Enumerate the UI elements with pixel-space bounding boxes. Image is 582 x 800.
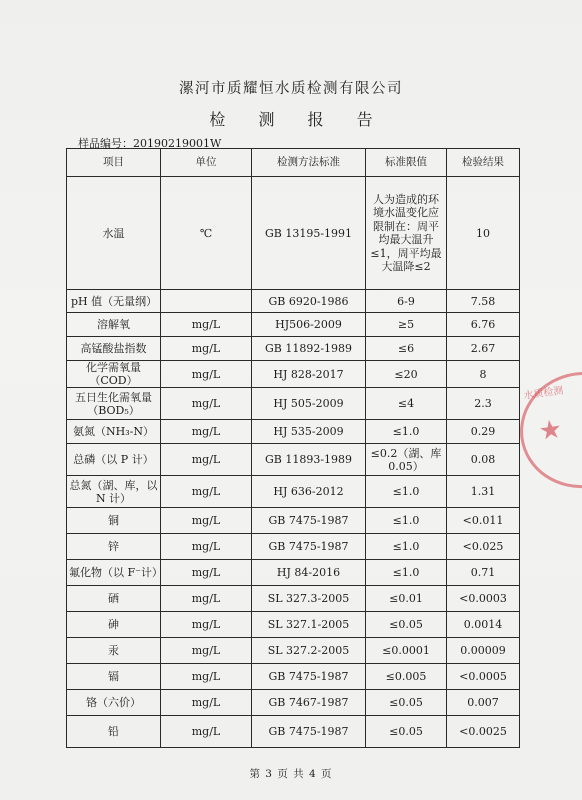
cell-limit: ≤0.005 bbox=[366, 664, 447, 690]
cell-unit: mg/L bbox=[161, 690, 252, 716]
cell-unit: mg/L bbox=[161, 586, 252, 612]
header-item: 项目 bbox=[67, 149, 161, 177]
table-row bbox=[67, 612, 520, 638]
header-unit: 单位 bbox=[161, 149, 252, 177]
table-row bbox=[67, 420, 520, 444]
cell-limit: ≤4 bbox=[366, 388, 447, 420]
cell-method: GB 7475-1987 bbox=[252, 534, 366, 560]
cell-result: 6.76 bbox=[447, 313, 520, 337]
cell-unit: mg/L bbox=[161, 716, 252, 748]
cell-limit: ≤0.05 bbox=[366, 716, 447, 748]
cell-method: GB 6920-1986 bbox=[252, 290, 366, 313]
cell-method: GB 7475-1987 bbox=[252, 664, 366, 690]
table-row bbox=[67, 560, 520, 586]
cell-limit: 6-9 bbox=[366, 290, 447, 313]
cell-result: <0.011 bbox=[447, 508, 520, 534]
cell-method: GB 7475-1987 bbox=[252, 716, 366, 748]
cell-unit: mg/L bbox=[161, 420, 252, 444]
table-row bbox=[67, 638, 520, 664]
table-row bbox=[67, 508, 520, 534]
cell-unit: mg/L bbox=[161, 388, 252, 420]
cell-result: <0.025 bbox=[447, 534, 520, 560]
cell-method: SL 327.1-2005 bbox=[252, 612, 366, 638]
cell-result: 2.67 bbox=[447, 337, 520, 361]
cell-result: 0.08 bbox=[447, 444, 520, 476]
cell-item: 化学需氧量（COD） bbox=[67, 361, 161, 388]
cell-result: <0.0005 bbox=[447, 664, 520, 690]
seal-stamp bbox=[513, 364, 582, 496]
cell-limit: ≤1.0 bbox=[366, 560, 447, 586]
cell-limit: ≤1.0 bbox=[366, 476, 447, 508]
cell-limit: ≤1.0 bbox=[366, 534, 447, 560]
sample-id: 样品编号：20190219001W bbox=[78, 137, 222, 150]
cell-method: GB 11892-1989 bbox=[252, 337, 366, 361]
table-row bbox=[67, 444, 520, 476]
cell-unit: mg/L bbox=[161, 313, 252, 337]
cell-method: HJ506-2009 bbox=[252, 313, 366, 337]
table-row bbox=[67, 313, 520, 337]
cell-limit: ≤0.01 bbox=[366, 586, 447, 612]
cell-method: GB 7475-1987 bbox=[252, 508, 366, 534]
cell-limit: ≤1.0 bbox=[366, 508, 447, 534]
cell-result: 0.29 bbox=[447, 420, 520, 444]
cell-item: 锌 bbox=[67, 534, 161, 560]
header-limit: 标准限值 bbox=[366, 149, 447, 177]
cell-item: 镉 bbox=[67, 664, 161, 690]
cell-item: 砷 bbox=[67, 612, 161, 638]
cell-result: 7.58 bbox=[447, 290, 520, 313]
cell-limit: ≤0.05 bbox=[366, 612, 447, 638]
cell-item: 铜 bbox=[67, 508, 161, 534]
cell-unit: ℃ bbox=[161, 177, 252, 290]
report-title: 检 测 报 告 bbox=[209, 110, 387, 129]
cell-method: HJ 505-2009 bbox=[252, 388, 366, 420]
cell-unit: mg/L bbox=[161, 612, 252, 638]
cell-result: <0.0025 bbox=[447, 716, 520, 748]
cell-item: 铅 bbox=[67, 716, 161, 748]
page-footer: 第 3 页 共 4 页 bbox=[249, 768, 333, 780]
results-table bbox=[66, 148, 520, 748]
cell-result: 1.31 bbox=[447, 476, 520, 508]
cell-limit: ≤1.0 bbox=[366, 420, 447, 444]
cell-unit: mg/L bbox=[161, 534, 252, 560]
table-row bbox=[67, 716, 520, 748]
cell-unit bbox=[161, 290, 252, 313]
table-row bbox=[67, 534, 520, 560]
cell-method: HJ 84-2016 bbox=[252, 560, 366, 586]
cell-unit: mg/L bbox=[161, 664, 252, 690]
table-row bbox=[67, 290, 520, 313]
cell-limit: ≤20 bbox=[366, 361, 447, 388]
cell-result: 8 bbox=[447, 361, 520, 388]
table-row bbox=[67, 586, 520, 612]
cell-limit: ≥5 bbox=[366, 313, 447, 337]
cell-item: pH 值（无量纲） bbox=[67, 290, 161, 313]
table-header-row bbox=[67, 149, 520, 177]
cell-method: GB 13195-1991 bbox=[252, 177, 366, 290]
cell-limit: ≤0.2（湖、库 0.05） bbox=[366, 444, 447, 476]
cell-limit: ≤0.0001 bbox=[366, 638, 447, 664]
cell-method: HJ 828-2017 bbox=[252, 361, 366, 388]
table-row bbox=[67, 476, 520, 508]
cell-method: HJ 535-2009 bbox=[252, 420, 366, 444]
cell-item: 氟化物（以 F⁻计） bbox=[67, 560, 161, 586]
cell-unit: mg/L bbox=[161, 337, 252, 361]
cell-limit: ≤0.05 bbox=[366, 690, 447, 716]
table-row bbox=[67, 664, 520, 690]
cell-item: 总磷（以 P 计） bbox=[67, 444, 161, 476]
company-name: 漯河市质耀恒水质检测有限公司 bbox=[179, 81, 403, 97]
cell-result: 0.00009 bbox=[447, 638, 520, 664]
cell-item: 水温 bbox=[67, 177, 161, 290]
cell-method: SL 327.2-2005 bbox=[252, 638, 366, 664]
table-row bbox=[67, 388, 520, 420]
cell-result: <0.0003 bbox=[447, 586, 520, 612]
cell-method: GB 7467-1987 bbox=[252, 690, 366, 716]
cell-item: 硒 bbox=[67, 586, 161, 612]
cell-item: 汞 bbox=[67, 638, 161, 664]
table-row bbox=[67, 177, 520, 290]
cell-result: 0.0014 bbox=[447, 612, 520, 638]
cell-item: 高锰酸盐指数 bbox=[67, 337, 161, 361]
header-method: 检测方法标准 bbox=[252, 149, 366, 177]
seal-arc-text: 水质检测 bbox=[522, 385, 565, 402]
cell-unit: mg/L bbox=[161, 361, 252, 388]
table-row bbox=[67, 337, 520, 361]
table-row bbox=[67, 690, 520, 716]
cell-unit: mg/L bbox=[161, 638, 252, 664]
table-row bbox=[67, 361, 520, 388]
cell-result: 2.3 bbox=[447, 388, 520, 420]
cell-item: 溶解氧 bbox=[67, 313, 161, 337]
cell-unit: mg/L bbox=[161, 476, 252, 508]
cell-result: 0.007 bbox=[447, 690, 520, 716]
cell-unit: mg/L bbox=[161, 444, 252, 476]
cell-item: 氨氮（NH₃-N） bbox=[67, 420, 161, 444]
cell-method: HJ 636-2012 bbox=[252, 476, 366, 508]
cell-method: SL 327.3-2005 bbox=[252, 586, 366, 612]
cell-item: 铬（六价） bbox=[67, 690, 161, 716]
cell-limit: ≤6 bbox=[366, 337, 447, 361]
cell-result: 0.71 bbox=[447, 560, 520, 586]
cell-unit: mg/L bbox=[161, 508, 252, 534]
cell-unit: mg/L bbox=[161, 560, 252, 586]
header-result: 检验结果 bbox=[447, 149, 520, 177]
cell-limit: 人为造成的环境水温变化应限制在：周平均最大温升≤1，周平均最大温降≤2 bbox=[366, 177, 447, 290]
cell-item: 总氮（湖、库，以 N 计） bbox=[67, 476, 161, 508]
cell-method: GB 11893-1989 bbox=[252, 444, 366, 476]
cell-item: 五日生化需氧量（BOD₅） bbox=[67, 388, 161, 420]
cell-result: 10 bbox=[447, 177, 520, 290]
seal-star-icon: ★ bbox=[536, 414, 565, 448]
